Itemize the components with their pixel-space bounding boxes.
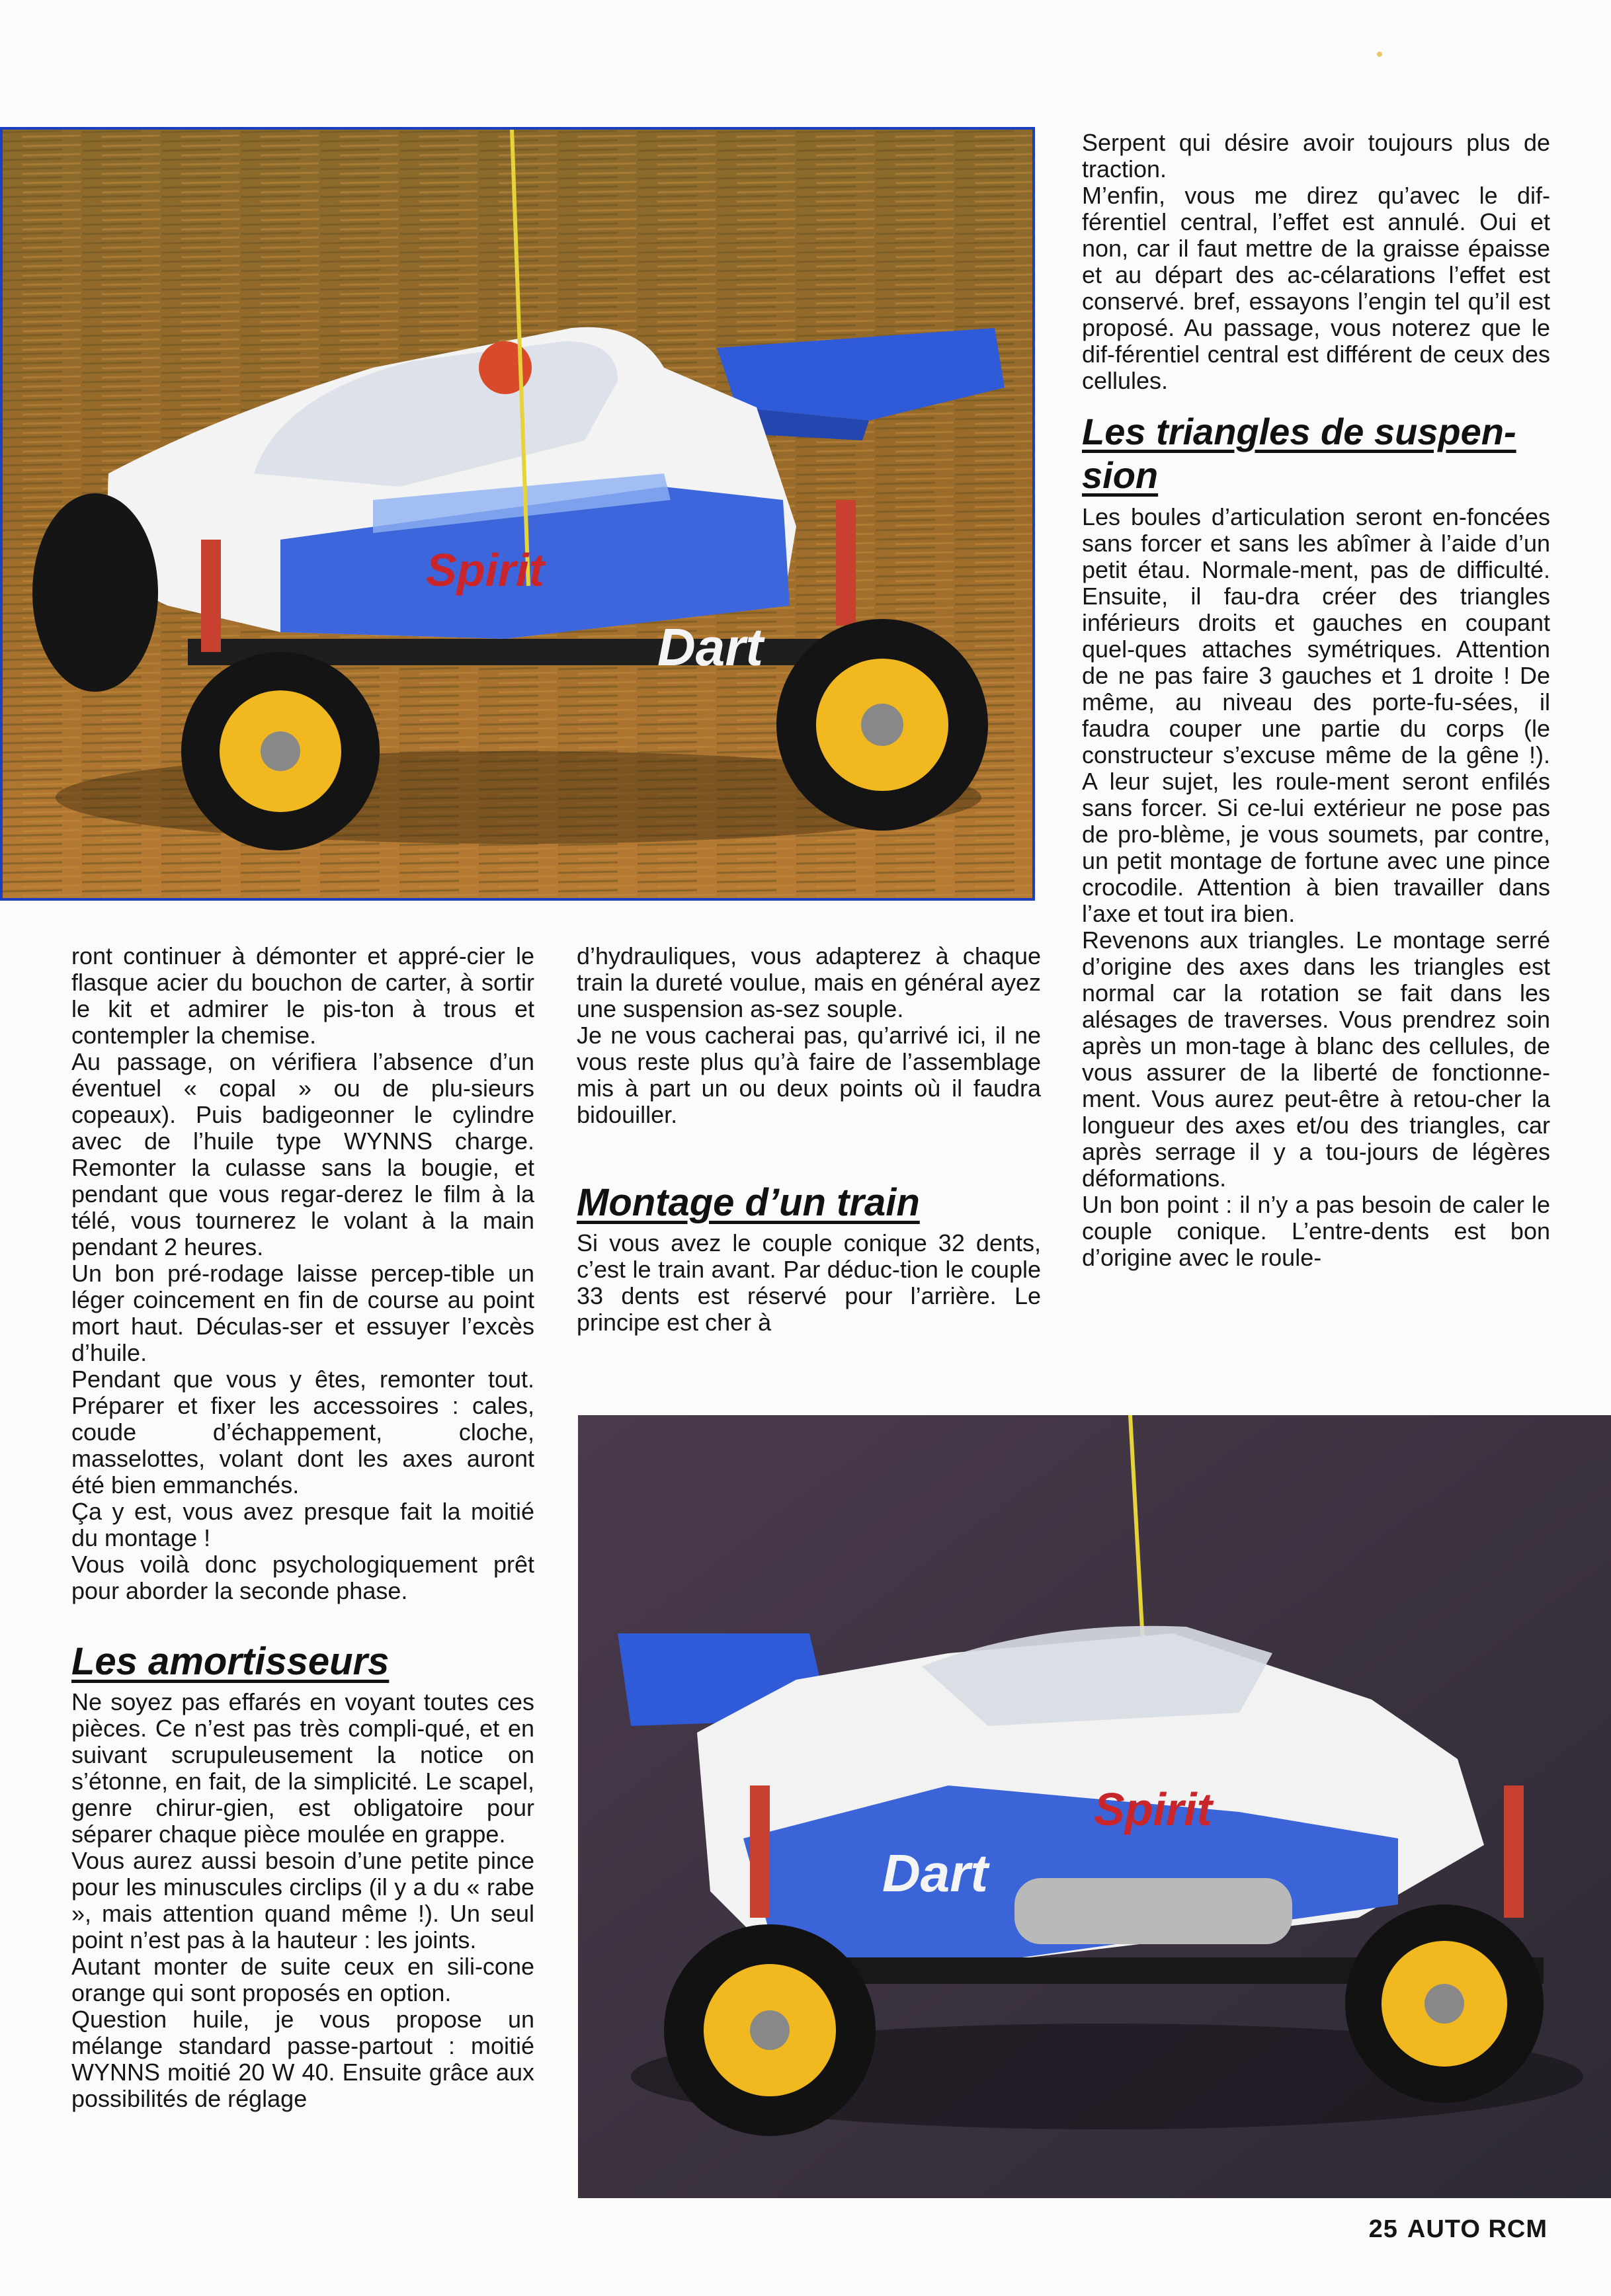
paragraph: Autant monter de suite ceux en sili-cone orange qui sont proposés en option. [71, 1953, 534, 2006]
print-speck [1377, 52, 1382, 57]
paragraph: ront continuer à démonter et appré-cier le flasque acier du bouchon de carter, à sortir le kit et admirer le pis-ton à trous et contempler la chemise. [71, 942, 534, 1049]
paragraph: Question huile, je vous propose un mélange standard passe-partout : moitié WYNNS moitié 20 W 40. Ensuite grâce aux possibilités de réglage [71, 2006, 534, 2112]
paragraph: Ne soyez pas effarés en voyant toutes ces pièces. Ce n’est pas très compli-qué, et en suivant scrupuleusement la notice on s’étonne, en fait, de la simplicité. Le scapel, genre chirur-gien, est obligatoire pour séparer chaque pièce moulée en grappe. [71, 1688, 534, 1848]
heading-montage: Montage d’un train [577, 1181, 920, 1224]
paragraph: Si vous avez le couple conique 32 dents, c’est le train avant. Par déduc-tion le couple 33 dents est réservé pour l’arrière. Le principe est cher à [577, 1229, 1041, 1336]
paragraph: Revenons aux triangles. Le montage serré d’origine des axes dans les triangles est normal car la rotation se fait dans les alésages de traverses. Vous prendrez soin après un mon-tage à blanc des cellules, de vous assurer de la liberté de fonctionne-ment. Vous aurez peut-être à retou-cher la longueur des axes et/ou des triangles, car après serrage il y a tou-jours de légères déformations. [1082, 926, 1550, 1192]
page-footer [1369, 2215, 1548, 2244]
paragraph: d’hydrauliques, vous adapterez à chaque train la dureté voulue, mais en général ayez une suspension as-sez souple. [577, 942, 1041, 1022]
photo-top-buggy [0, 127, 1035, 901]
paragraph: Les boules d’articulation seront en-foncées sans forcer et sans les abîmer à l’aide d’un petit étau. Normale-ment, pas de difficulté. Ensuite, il fau-dra créer des triangles inférieurs droits et gauches en coupant quel-ques attaches symétriques. Attention de ne pas faire 3 gauches et 1 droite ! De même, au niveau des porte-fu-sées, il faudra couper une partie du corps (le constructeur s’excuse même de la gêne !). A leur sujet, les roule-ment seront enfilés sans forcer. Si ce-lui extérieur ne pose pas de pro-blème, je vous soumets, par contre, un petit montage de fortune avec une pince crocodile. Attention à bien travailler dans l’axe et tout ira bien. [1082, 503, 1550, 927]
paragraph: Pendant que vous y êtes, remonter tout. Préparer et fixer les accessoires : cales, coude d’échappement, cloche, masselottes, volant dont les axes auront été bien emmanchés. [71, 1366, 534, 1498]
page-number: 25 [1368, 2215, 1398, 2243]
column-right [1082, 130, 1550, 1271]
heading-triangles: Les triangles de suspen-sion [1082, 411, 1516, 496]
car-label-bottom: Dart [882, 1844, 989, 1903]
heading-amortisseurs: Les amortisseurs [71, 1640, 390, 1683]
paragraph: M’enfin, vous me direz qu’avec le dif-férentiel central, l’effet est annulé. Oui et non, car il faut mettre de la graisse épaisse et au départ des ac-célarations l’effet est conservé. bref, essayons l’engin tel qu’il est proposé. Au passage, vous noterez que le dif-férentiel central est différent de ceux des cellules. [1082, 182, 1550, 394]
photo-bottom-buggy [578, 1415, 1611, 2198]
paragraph: Vous voilà donc psychologiquement prêt pour aborder la seconde phase. [71, 1551, 534, 1604]
buggy-on-grass-image [3, 130, 1032, 898]
brand-logo-top: Spirit [426, 544, 544, 596]
car-label-top: Dart [657, 618, 764, 676]
brand-logo-bottom: Spirit [1094, 1784, 1212, 1835]
buggy-studio-image [578, 1415, 1611, 2198]
paragraph: Serpent qui désire avoir toujours plus de traction. [1082, 129, 1550, 183]
paragraph: Un bon point : il n’y a pas besoin de caler le couple conique. L’entre-dents est bon d’origine avec le roule- [1082, 1191, 1550, 1271]
column-left [71, 943, 534, 2112]
magazine-name: AUTO RCM [1407, 2215, 1548, 2243]
paragraph: Vous aurez aussi besoin d’une petite pince pour les minuscules circlips (il y a du « rabe », mais attention quand même !). Un seul point n’est pas à la hauteur : les joints. [71, 1847, 534, 1953]
column-middle [577, 943, 1041, 1336]
paragraph: Ça y est, vous avez presque fait la moitié du montage ! [71, 1498, 534, 1551]
paragraph: Un bon pré-rodage laisse percep-tible un léger coincement en fin de course au point mort haut. Déculas-ser et essuyer l’excès d’huile. [71, 1260, 534, 1366]
paragraph: Au passage, on vérifiera l’absence d’un éventuel « copal » ou de plu-sieurs copeaux). Puis badigeonner le cylindre avec de l’huile type WYNNS charge. Remonter la culasse sans la bougie, et pendant que vous regar-derez le film à la télé, vous tournerez le volant à la main pendant 2 heures. [71, 1048, 534, 1260]
paragraph: Je ne vous cacherai pas, qu’arrivé ici, il ne vous reste plus qu’à faire de l’assemblage mis à part un ou deux points où il faudra bidouiller. [577, 1022, 1041, 1128]
